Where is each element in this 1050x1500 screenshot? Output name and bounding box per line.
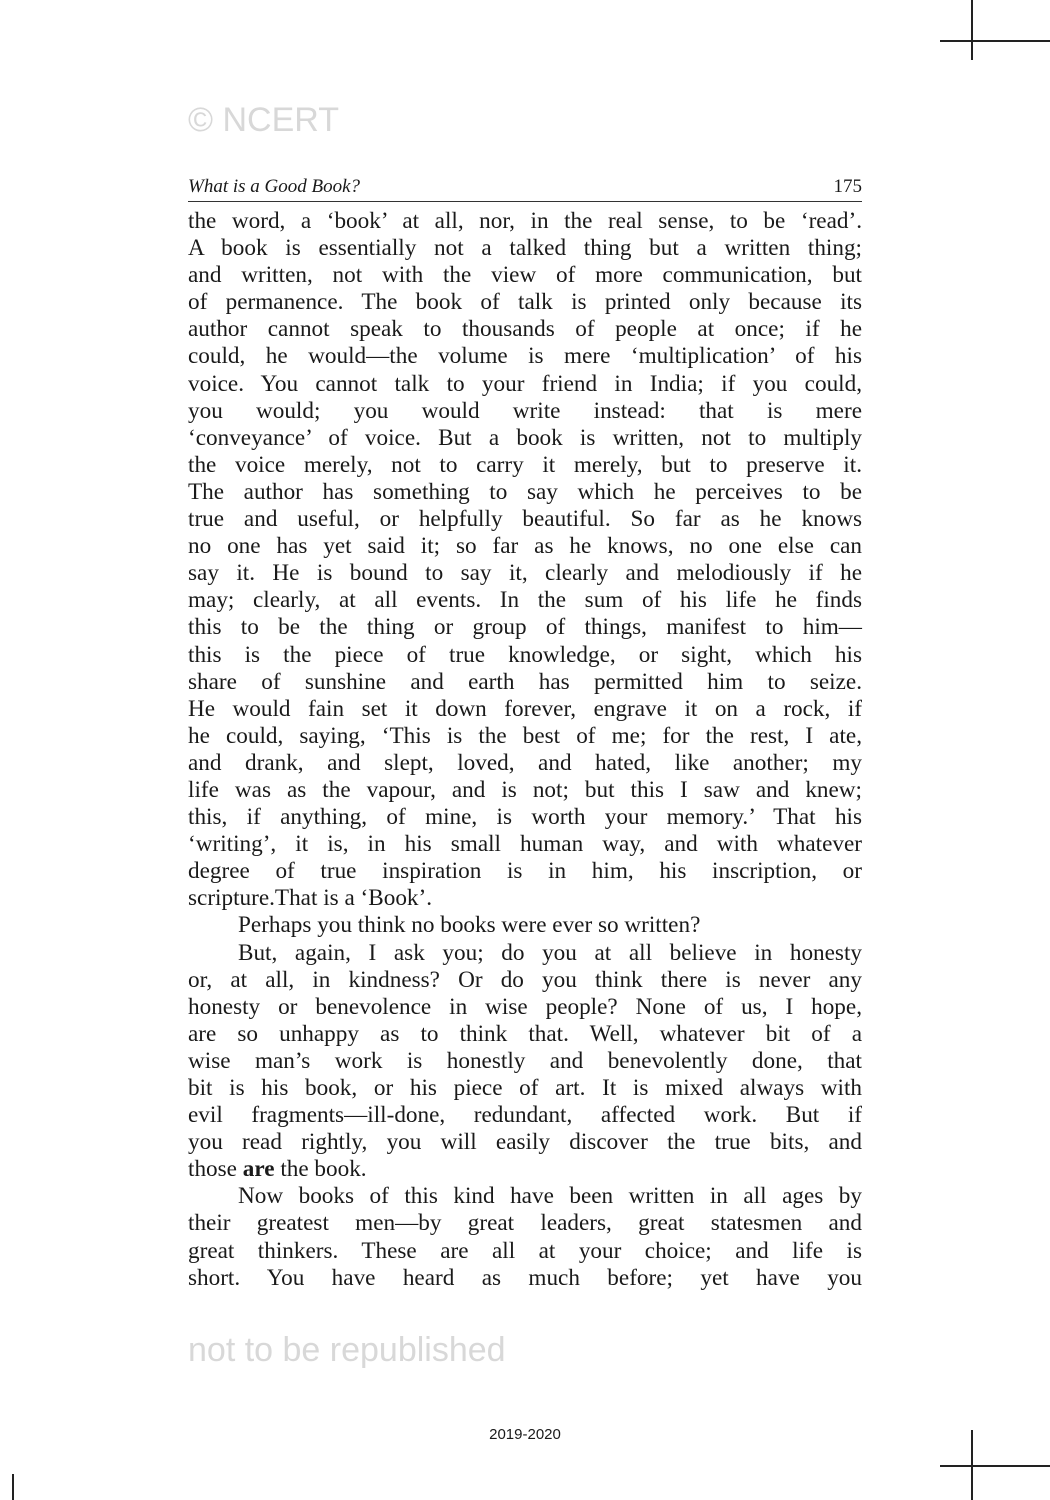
text-line: evil fragments—ill-done, redundant, affected work. But if [188, 1102, 862, 1129]
text-line [188, 1156, 862, 1183]
text-line: are so unhappy as to think that. Well, whatever bit of a [188, 1020, 862, 1047]
crop-mark-top-right-horizontal [940, 40, 1050, 42]
crop-mark-bottom-right-horizontal [940, 1465, 1050, 1467]
text-line: of permanence. The book of talk is printed only because its [188, 289, 862, 316]
text-line: He would fain set it down forever, engrave it on a rock, if [188, 695, 862, 722]
text-line: Perhaps you think no books were ever so written? [238, 912, 701, 939]
text-line: this is the piece of true knowledge, or sight, which his [188, 641, 862, 668]
text-line: this to be the thing or group of things, manifest to him— [188, 614, 862, 641]
footer-year: 2019-2020 [489, 1426, 561, 1443]
page-number: 175 [833, 176, 862, 197]
text-line: may; clearly, at all events. In the sum of his life he finds [188, 587, 862, 614]
text-line: scripture.That is a ‘Book’. [188, 885, 433, 912]
watermark-not-republished: not to be republished [188, 1331, 506, 1369]
text-line: degree of true inspiration is in him, his inscription, or [188, 858, 862, 885]
text-line: ‘conveyance’ of voice. But a book is written, not to multiply [188, 424, 862, 451]
text-line: you read rightly, you will easily discover the true bits, and [188, 1129, 862, 1156]
text-line: Now books of this kind have been written in all ages by [238, 1183, 862, 1210]
crop-mark-bottom-left-vertical [12, 1474, 14, 1500]
bold-text: are [242, 1156, 275, 1183]
text-line: honesty or benevolence in wise people? None of us, I hope, [188, 993, 862, 1020]
text-line: author cannot speak to thousands of people at once; if he [188, 316, 862, 343]
text-line: life was as the vapour, and is not; but this I saw and knew; [188, 776, 862, 803]
text-line: no one has yet said it; so far as he knows, no one else can [188, 533, 862, 560]
crop-mark-top-right-vertical [971, 0, 973, 60]
text-line: The author has something to say which he perceives to be [188, 478, 862, 505]
chapter-title: What is a Good Book? [188, 176, 361, 197]
text-line: true and useful, or helpfully beautiful. So far as he knows [188, 506, 862, 533]
text-line: could, he would—the volume is mere ‘multiplication’ of his [188, 343, 862, 370]
text-line: he could, saying, ‘This is the best of me; for the rest, I ate, [188, 722, 862, 749]
running-header [188, 174, 862, 202]
text-line: wise man’s work is honestly and benevolently done, that [188, 1047, 862, 1074]
text-line: short. You have heard as much before; yet have you [188, 1264, 862, 1291]
text-line: ‘writing’, it is, in his small human way, and with whatever [188, 831, 862, 858]
text-line: or, at all, in kindness? Or do you think there is never any [188, 966, 862, 993]
text-line: this, if anything, of mine, is worth your memory.’ That his [188, 804, 862, 831]
text-line: A book is essentially not a talked thing but a written thing; [188, 235, 862, 262]
text-line: and drank, and slept, loved, and hated, like another; my [188, 749, 862, 776]
text-line: share of sunshine and earth has permitted him to seize. [188, 668, 862, 695]
text-line: voice. You cannot talk to your friend in India; if you could, [188, 370, 862, 397]
watermark-copyright: © NCERT [188, 101, 339, 139]
text-line: say it. He is bound to say it, clearly and melodiously if he [188, 560, 862, 587]
text-line: and written, not with the view of more communication, but [188, 262, 862, 289]
text-line: But, again, I ask you; do you at all believe in honesty [238, 939, 862, 966]
text-line: the voice merely, not to carry it merely, but to preserve it. [188, 451, 862, 478]
body-text [188, 208, 862, 1292]
text-line: bit is his book, or his piece of art. It is mixed always with [188, 1075, 862, 1101]
text-segment: those [188, 1156, 243, 1183]
text-line: their greatest men—by great leaders, great statesmen and [188, 1210, 862, 1237]
text-line: the word, a ‘book’ at all, nor, in the real sense, to be ‘read’. [188, 208, 862, 234]
text-line: great thinkers. These are all at your choice; and life is [188, 1237, 862, 1264]
text-segment: the book. [274, 1156, 367, 1183]
text-line: you would; you would write instead: that is mere [188, 397, 862, 424]
